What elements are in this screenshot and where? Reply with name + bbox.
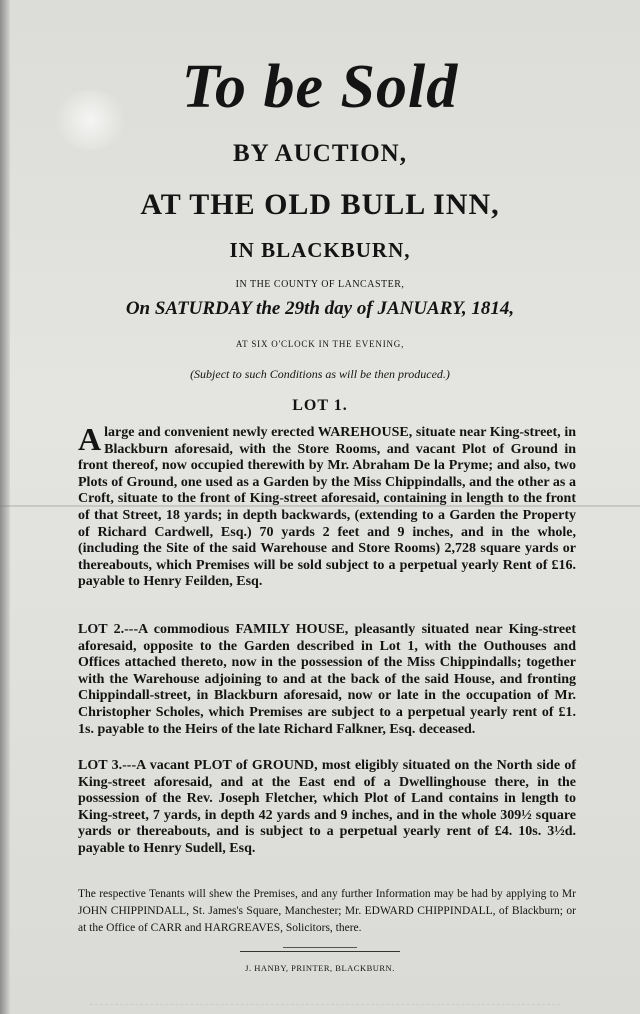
ornament-rule-top	[283, 947, 357, 948]
poster-title: To be Sold	[181, 53, 459, 121]
handwriting-bleed	[90, 982, 560, 1005]
venue-line: AT THE OLD BULL INN,	[140, 188, 500, 221]
lot1-heading: LOT 1.	[292, 397, 348, 414]
subtitle-by-auction: BY AUCTION,	[233, 140, 407, 167]
lot3-paragraph: LOT 3.---A vacant PLOT of GROUND, most eligibly situated on the North side of King-street aforesaid, and at the East end of a Dwellinghouse there, in the possession of the Rev. Joseph Fletcher, which Plot of Land contains in length to King-street, 7 yards, in depth 42 yards and 9 inches, and in the whole 309½ square yards or thereabouts, and is subject to a perpetual yearly rent of £4. 10s. 3½d. payable to Henry Sudell, Esq.	[78, 758, 576, 856]
tenants-notice: The respective Tenants will shew the Premises, and any further Information may be had by applying to Mr JOHN CHIPPINDALL, St. James's Square, Manchester; Mr. EDWARD CHIPPINDALL, of Blackburn; or at the Office of CARR and HARGREAVES, Solicitors, there.	[78, 888, 576, 934]
time-line: AT SIX O'CLOCK IN THE EVENING,	[235, 339, 405, 349]
ornament-rule	[240, 951, 400, 952]
lot2-paragraph: LOT 2.---A commodious FAMILY HOUSE, pleasantly situated near King-street aforesaid, opposite to the Garden described in Lot 1, with the Outhouses and Offices attached thereto, now in the possession of the Miss Chippindalls; together with the Warehouse adjoining to and at the back of the said House, and fronting Chippindall-street, in Blackburn aforesaid, now or late in the occupation of Mr. Christopher Scholes, which Premises are subject to a perpetual yearly rent of £1. 1s. payable to the Heirs of the late Richard Falkner, Esq. deceased.	[78, 622, 576, 737]
drop-cap: A	[78, 421, 102, 457]
county-line: IN THE COUNTY OF LANCASTER,	[235, 279, 405, 290]
printer-imprint: J. HANBY, PRINTER, BLACKBURN.	[245, 963, 395, 973]
lot1-paragraph	[78, 421, 576, 591]
conditions-line: (Subject to such Conditions as will be then produced.)	[190, 367, 450, 381]
town-line: IN BLACKBURN,	[229, 238, 411, 262]
date-line: On SATURDAY the 29th day of JANUARY, 1814,	[125, 298, 515, 319]
lot1-text: large and convenient newly erected WAREHOUSE, situate near King-street, in Blackburn aforesaid, with the Store Rooms, and vacant Plot of Ground in front thereof, now occupied therewith by Mr. Abraham De la Pryme; and also, two Plots of Ground, one used as a Garden by the Miss Chippindalls, and the other as a Croft, situate to the front of King-street aforesaid, containing in length to the front of that Street, 18 yards; in depth backwards, (extending to a Garden the Property of Richard Cardwell, Esq.) 70 yards 2 feet and 9 inches, and in the whole, (including the Site of the said Warehouse and Store Rooms) 2,728 square yards or thereabouts, which Premises will be sold subject to a perpetual yearly Rent of £16. payable to Henry Feilden, Esq.	[78, 425, 576, 590]
